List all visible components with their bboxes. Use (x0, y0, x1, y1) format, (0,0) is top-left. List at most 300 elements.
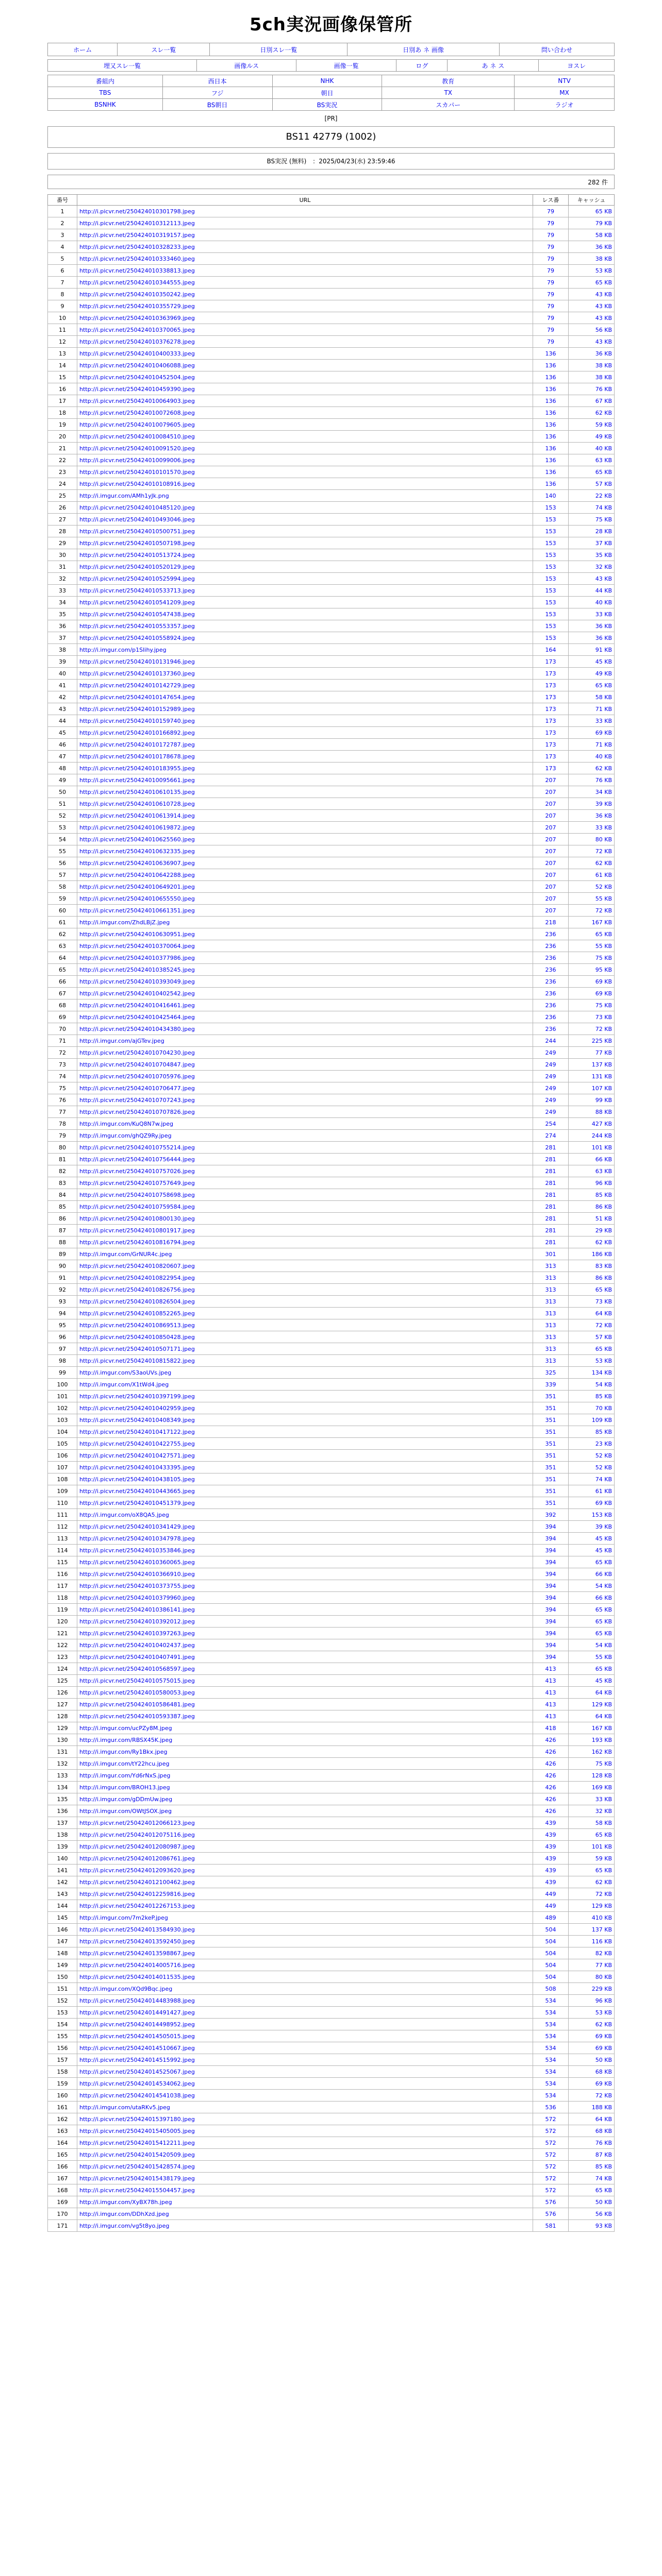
cache-size-link[interactable]: 80 KB (569, 834, 615, 845)
res-number-link[interactable]: 351 (533, 1414, 569, 1426)
cache-size-link[interactable]: 65 KB (569, 206, 615, 217)
cache-size-link[interactable]: 29 KB (569, 1225, 615, 1236)
res-number-link[interactable]: 136 (533, 360, 569, 371)
res-number-link[interactable]: 439 (533, 1817, 569, 1829)
image-url-link[interactable]: http://i.picvr.net/250424010756444.jpeg (79, 1156, 195, 1163)
image-url-link[interactable]: http://i.picvr.net/250424010630951.jpeg (79, 930, 195, 938)
image-url-link[interactable]: http://i.picvr.net/250424010344555.jpeg (79, 279, 195, 286)
res-number-link[interactable]: 426 (533, 1734, 569, 1746)
res-number-link[interactable]: 504 (533, 1971, 569, 1983)
res-number-link[interactable]: 534 (533, 2030, 569, 2042)
res-number-link[interactable]: 274 (533, 1130, 569, 1142)
cache-size-link[interactable]: 129 KB (569, 1900, 615, 1912)
cache-size-link[interactable]: 28 KB (569, 526, 615, 537)
image-url-link[interactable]: http://i.picvr.net/250424010301798.jpeg (79, 208, 195, 215)
cache-size-link[interactable]: 75 KB (569, 952, 615, 964)
image-url-link[interactable]: http://i.picvr.net/250424010706477.jpeg (79, 1084, 195, 1092)
res-number-link[interactable]: 394 (533, 1651, 569, 1663)
res-number-link[interactable]: 249 (533, 1047, 569, 1059)
channel-2-0-link[interactable]: BSNHK (94, 101, 116, 108)
image-url-link[interactable]: http://i.picvr.net/250424010757026.jpeg (79, 1167, 195, 1175)
image-url-link[interactable]: http://i.picvr.net/250424015428574.jpeg (79, 2163, 195, 2170)
res-number-link[interactable]: 572 (533, 2113, 569, 2125)
res-number-link[interactable]: 79 (533, 277, 569, 289)
res-number-link[interactable]: 572 (533, 2173, 569, 2184)
image-url-link[interactable]: http://i.imgur.com/ajGTev.jpeg (79, 1037, 164, 1044)
cache-size-link[interactable]: 55 KB (569, 893, 615, 905)
res-number-link[interactable]: 413 (533, 1675, 569, 1687)
image-url-link[interactable]: http://i.picvr.net/250424010397199.jpeg (79, 1393, 195, 1400)
image-url-link[interactable]: http://i.picvr.net/250424010459390.jpeg (79, 385, 195, 393)
channel-1-2-link[interactable]: 朝日 (321, 89, 334, 97)
cache-size-link[interactable]: 43 KB (569, 336, 615, 348)
cache-size-link[interactable]: 77 KB (569, 1959, 615, 1971)
image-url-link[interactable]: http://i.imgur.com/OWtJSOX.jpeg (79, 1807, 172, 1815)
image-url-link[interactable]: http://i.picvr.net/250424010407491.jpeg (79, 1653, 195, 1660)
cache-size-link[interactable]: 87 KB (569, 2149, 615, 2161)
res-number-link[interactable]: 207 (533, 798, 569, 810)
res-number-link[interactable]: 394 (533, 1521, 569, 1533)
image-url-link[interactable]: http://i.picvr.net/250424010397263.jpeg (79, 1630, 195, 1637)
cache-size-link[interactable]: 65 KB (569, 680, 615, 691)
cache-size-link[interactable]: 225 KB (569, 1035, 615, 1047)
res-number-link[interactable]: 394 (533, 1616, 569, 1628)
image-url-link[interactable]: http://i.picvr.net/250424010370064.jpeg (79, 942, 195, 950)
image-url-link[interactable]: http://i.picvr.net/250424010101570.jpeg (79, 468, 195, 476)
res-number-link[interactable]: 79 (533, 253, 569, 265)
cache-size-link[interactable]: 134 KB (569, 1367, 615, 1379)
res-number-link[interactable]: 449 (533, 1900, 569, 1912)
image-url-link[interactable]: http://i.picvr.net/250424010438105.jpeg (79, 1476, 195, 1483)
res-number-link[interactable]: 572 (533, 2125, 569, 2137)
res-number-link[interactable]: 439 (533, 1876, 569, 1888)
image-url-link[interactable]: http://i.picvr.net/250424010757649.jpeg (79, 1179, 195, 1187)
nav-mid-0-link[interactable]: 埋又スレ一覧 (104, 62, 141, 70)
image-url-link[interactable]: http://i.picvr.net/250424010642288.jpeg (79, 871, 195, 878)
image-url-link[interactable]: http://i.picvr.net/250424010373755.jpeg (79, 1582, 195, 1589)
nav-top-4-link[interactable]: 問い合わせ (541, 46, 572, 54)
image-url-link[interactable]: http://i.picvr.net/250424010707243.jpeg (79, 1096, 195, 1104)
image-url-link[interactable]: http://i.picvr.net/250424010131946.jpeg (79, 658, 195, 665)
res-number-link[interactable]: 394 (533, 1556, 569, 1568)
cache-size-link[interactable]: 58 KB (569, 229, 615, 241)
res-number-link[interactable]: 439 (533, 1829, 569, 1841)
nav-top-2-link[interactable]: 日別スレ一覧 (260, 46, 297, 54)
res-number-link[interactable]: 534 (533, 2066, 569, 2078)
image-url-link[interactable]: http://i.picvr.net/250424010152989.jpeg (79, 705, 195, 713)
cache-size-link[interactable]: 59 KB (569, 1853, 615, 1865)
cache-size-link[interactable]: 96 KB (569, 1177, 615, 1189)
cache-size-link[interactable]: 59 KB (569, 419, 615, 431)
res-number-link[interactable]: 207 (533, 893, 569, 905)
image-url-link[interactable]: http://i.imgur.com/Yd6rNxS.jpeg (79, 1772, 171, 1779)
image-url-link[interactable]: http://i.picvr.net/250424010400333.jpeg (79, 350, 195, 357)
res-number-link[interactable]: 394 (533, 1580, 569, 1592)
image-url-link[interactable]: http://i.picvr.net/250424010108916.jpeg (79, 480, 195, 487)
image-url-link[interactable]: http://i.picvr.net/250424014541038.jpeg (79, 2092, 195, 2099)
res-number-link[interactable]: 79 (533, 336, 569, 348)
cache-size-link[interactable]: 74 KB (569, 2173, 615, 2184)
cache-size-link[interactable]: 51 KB (569, 1213, 615, 1225)
cache-size-link[interactable]: 32 KB (569, 1805, 615, 1817)
res-number-link[interactable]: 173 (533, 656, 569, 668)
cache-size-link[interactable]: 69 KB (569, 2042, 615, 2054)
image-url-link[interactable]: http://i.picvr.net/250424010822954.jpeg (79, 1274, 195, 1281)
channel-1-0-link[interactable]: TBS (99, 89, 111, 96)
cache-size-link[interactable]: 107 KB (569, 1082, 615, 1094)
nav-top-1-link[interactable]: スレ一覧 (151, 46, 176, 54)
cache-size-link[interactable]: 65 KB (569, 1829, 615, 1841)
cache-size-link[interactable]: 62 KB (569, 407, 615, 419)
image-url-link[interactable]: http://i.picvr.net/250424010820607.jpeg (79, 1262, 195, 1269)
res-number-link[interactable]: 413 (533, 1687, 569, 1699)
res-number-link[interactable]: 572 (533, 2149, 569, 2161)
cache-size-link[interactable]: 45 KB (569, 1533, 615, 1545)
res-number-link[interactable]: 489 (533, 1912, 569, 1924)
res-number-link[interactable]: 173 (533, 691, 569, 703)
res-number-link[interactable]: 249 (533, 1071, 569, 1082)
channel-0-3-link[interactable]: 教育 (442, 77, 455, 85)
cache-size-link[interactable]: 53 KB (569, 265, 615, 277)
cache-size-link[interactable]: 58 KB (569, 1817, 615, 1829)
cache-size-link[interactable]: 37 KB (569, 537, 615, 549)
cache-size-link[interactable]: 73 KB (569, 1296, 615, 1308)
cache-size-link[interactable]: 75 KB (569, 1758, 615, 1770)
cache-size-link[interactable]: 71 KB (569, 739, 615, 751)
image-url-link[interactable]: http://i.picvr.net/250424010485120.jpeg (79, 504, 195, 511)
image-url-link[interactable]: http://i.picvr.net/250424010142729.jpeg (79, 682, 195, 689)
image-url-link[interactable]: http://i.picvr.net/250424010800130.jpeg (79, 1215, 195, 1222)
res-number-link[interactable]: 426 (533, 1782, 569, 1793)
image-url-link[interactable]: http://i.picvr.net/250424010500751.jpeg (79, 528, 195, 535)
image-url-link[interactable]: http://i.imgur.com/tY22hcu.jpeg (79, 1760, 170, 1767)
cache-size-link[interactable]: 33 KB (569, 1793, 615, 1805)
cache-size-link[interactable]: 22 KB (569, 490, 615, 502)
image-url-link[interactable]: http://i.picvr.net/250424014483988.jpeg (79, 1997, 195, 2004)
cache-size-link[interactable]: 33 KB (569, 715, 615, 727)
res-number-link[interactable]: 236 (533, 976, 569, 988)
cache-size-link[interactable]: 67 KB (569, 395, 615, 407)
res-number-link[interactable]: 79 (533, 289, 569, 300)
cache-size-link[interactable]: 57 KB (569, 1331, 615, 1343)
cache-size-link[interactable]: 99 KB (569, 1094, 615, 1106)
res-number-link[interactable]: 534 (533, 2078, 569, 2090)
cache-size-link[interactable]: 43 KB (569, 289, 615, 300)
image-url-link[interactable]: http://i.picvr.net/250424010610728.jpeg (79, 800, 195, 807)
cache-size-link[interactable]: 85 KB (569, 1426, 615, 1438)
image-url-link[interactable]: http://i.picvr.net/250424010183955.jpeg (79, 765, 195, 772)
image-url-link[interactable]: http://i.picvr.net/250424010406088.jpeg (79, 362, 195, 369)
cache-size-link[interactable]: 72 KB (569, 2090, 615, 2102)
image-url-link[interactable]: http://i.picvr.net/250424010610135.jpeg (79, 788, 195, 795)
image-url-link[interactable]: http://i.picvr.net/250424010507198.jpeg (79, 539, 195, 547)
image-url-link[interactable]: http://i.picvr.net/250424010705976.jpeg (79, 1073, 195, 1080)
res-number-link[interactable]: 313 (533, 1343, 569, 1355)
cache-size-link[interactable]: 65 KB (569, 1284, 615, 1296)
res-number-link[interactable]: 413 (533, 1699, 569, 1710)
cache-size-link[interactable]: 68 KB (569, 2125, 615, 2137)
res-number-link[interactable]: 173 (533, 762, 569, 774)
res-number-link[interactable]: 413 (533, 1663, 569, 1675)
nav-mid-2-link[interactable]: 画像一覧 (334, 62, 359, 70)
res-number-link[interactable]: 207 (533, 774, 569, 786)
res-number-link[interactable]: 534 (533, 2042, 569, 2054)
res-number-link[interactable]: 79 (533, 229, 569, 241)
res-number-link[interactable]: 392 (533, 1509, 569, 1521)
cache-size-link[interactable]: 131 KB (569, 1071, 615, 1082)
res-number-link[interactable]: 153 (533, 502, 569, 514)
image-url-link[interactable]: http://i.picvr.net/250424010433395.jpeg (79, 1464, 195, 1471)
res-number-link[interactable]: 426 (533, 1770, 569, 1782)
channel-0-1-link[interactable]: 西日本 (208, 77, 227, 85)
cache-size-link[interactable]: 75 KB (569, 999, 615, 1011)
cache-size-link[interactable]: 76 KB (569, 2137, 615, 2149)
image-url-link[interactable]: http://i.imgur.com/ZhdLBjZ.jpeg (79, 919, 170, 926)
res-number-link[interactable]: 236 (533, 988, 569, 999)
image-url-link[interactable]: http://i.picvr.net/250424010425464.jpeg (79, 1013, 195, 1021)
image-url-link[interactable]: http://i.imgur.com/RBSX45K.jpeg (79, 1736, 173, 1743)
channel-2-2-link[interactable]: BS実況 (317, 101, 338, 109)
res-number-link[interactable]: 394 (533, 1639, 569, 1651)
res-number-link[interactable]: 136 (533, 348, 569, 360)
image-url-link[interactable]: http://i.picvr.net/250424010417122.jpeg (79, 1428, 195, 1435)
res-number-link[interactable]: 534 (533, 2054, 569, 2066)
image-url-link[interactable]: http://i.imgur.com/ucPZy8M.jpeg (79, 1724, 172, 1732)
image-url-link[interactable]: http://i.picvr.net/250424010625560.jpeg (79, 836, 195, 843)
cache-size-link[interactable]: 36 KB (569, 810, 615, 822)
res-number-link[interactable]: 236 (533, 952, 569, 964)
image-url-link[interactable]: http://i.picvr.net/250424010568597.jpeg (79, 1665, 195, 1672)
cache-size-link[interactable]: 56 KB (569, 2208, 615, 2220)
image-url-link[interactable]: http://i.picvr.net/250424010586481.jpeg (79, 1701, 195, 1708)
nav-mid-4-link[interactable]: あ ネ ス (482, 62, 505, 70)
image-url-link[interactable]: http://i.picvr.net/250424010347978.jpeg (79, 1535, 195, 1542)
res-number-link[interactable]: 576 (533, 2208, 569, 2220)
cache-size-link[interactable]: 73 KB (569, 1011, 615, 1023)
image-url-link[interactable]: http://i.picvr.net/250424014525067.jpeg (79, 2068, 195, 2075)
res-number-link[interactable]: 249 (533, 1082, 569, 1094)
res-number-link[interactable]: 153 (533, 585, 569, 597)
image-url-link[interactable]: http://i.picvr.net/250424010852265.jpeg (79, 1310, 195, 1317)
cache-size-link[interactable]: 167 KB (569, 1722, 615, 1734)
cache-size-link[interactable]: 65 KB (569, 1343, 615, 1355)
res-number-link[interactable]: 207 (533, 822, 569, 834)
res-number-link[interactable]: 281 (533, 1177, 569, 1189)
res-number-link[interactable]: 173 (533, 727, 569, 739)
nav-top-3-link[interactable]: 日別あ ネ 画像 (403, 46, 444, 54)
res-number-link[interactable]: 313 (533, 1308, 569, 1319)
cache-size-link[interactable]: 71 KB (569, 703, 615, 715)
image-url-link[interactable]: http://i.picvr.net/250424010178678.jpeg (79, 753, 195, 760)
image-url-link[interactable]: http://i.imgur.com/oX8QA5.jpeg (79, 1511, 169, 1518)
cache-size-link[interactable]: 49 KB (569, 668, 615, 680)
cache-size-link[interactable]: 61 KB (569, 869, 615, 881)
cache-size-link[interactable]: 88 KB (569, 1106, 615, 1118)
cache-size-link[interactable]: 65 KB (569, 1556, 615, 1568)
image-url-link[interactable]: http://i.picvr.net/250424010801917.jpeg (79, 1227, 195, 1234)
image-url-link[interactable]: http://i.picvr.net/250424010704847.jpeg (79, 1061, 195, 1068)
cache-size-link[interactable]: 65 KB (569, 2184, 615, 2196)
channel-0-4-link[interactable]: NTV (558, 77, 571, 84)
res-number-link[interactable]: 576 (533, 2196, 569, 2208)
image-url-link[interactable]: http://i.picvr.net/250424010341429.jpeg (79, 1523, 195, 1530)
image-url-link[interactable]: http://i.picvr.net/250424010379960.jpeg (79, 1594, 195, 1601)
res-number-link[interactable]: 136 (533, 443, 569, 454)
res-number-link[interactable]: 281 (533, 1225, 569, 1236)
res-number-link[interactable]: 236 (533, 1023, 569, 1035)
res-number-link[interactable]: 207 (533, 905, 569, 917)
cache-size-link[interactable]: 96 KB (569, 1995, 615, 2007)
cache-size-link[interactable]: 66 KB (569, 1154, 615, 1165)
image-url-link[interactable]: http://i.picvr.net/250424010755214.jpeg (79, 1144, 195, 1151)
image-url-link[interactable]: http://i.picvr.net/250424010513724.jpeg (79, 551, 195, 558)
res-number-link[interactable]: 281 (533, 1213, 569, 1225)
image-url-link[interactable]: http://i.picvr.net/250424010392012.jpeg (79, 1618, 195, 1625)
cache-size-link[interactable]: 44 KB (569, 585, 615, 597)
cache-size-link[interactable]: 55 KB (569, 1651, 615, 1663)
image-url-link[interactable]: http://i.picvr.net/250424012080987.jpeg (79, 1843, 195, 1850)
res-number-link[interactable]: 249 (533, 1094, 569, 1106)
cache-size-link[interactable]: 64 KB (569, 1687, 615, 1699)
image-url-link[interactable]: http://i.picvr.net/250424010434380.jpeg (79, 1025, 195, 1032)
res-number-link[interactable]: 351 (533, 1450, 569, 1462)
cache-size-link[interactable]: 62 KB (569, 762, 615, 774)
image-url-link[interactable]: http://i.picvr.net/250424012075116.jpeg (79, 1831, 195, 1838)
cache-size-link[interactable]: 65 KB (569, 1604, 615, 1616)
res-number-link[interactable]: 281 (533, 1142, 569, 1154)
image-url-link[interactable]: http://i.imgur.com/XyBX78h.jpeg (79, 2198, 172, 2206)
cache-size-link[interactable]: 85 KB (569, 1391, 615, 1402)
cache-size-link[interactable]: 45 KB (569, 656, 615, 668)
res-number-link[interactable]: 153 (533, 573, 569, 585)
res-number-link[interactable]: 207 (533, 834, 569, 845)
image-url-link[interactable]: http://i.picvr.net/250424013584930.jpeg (79, 1926, 195, 1933)
cache-size-link[interactable]: 33 KB (569, 608, 615, 620)
cache-size-link[interactable]: 244 KB (569, 1130, 615, 1142)
cache-size-link[interactable]: 36 KB (569, 620, 615, 632)
cache-size-link[interactable]: 40 KB (569, 751, 615, 762)
cache-size-link[interactable]: 75 KB (569, 514, 615, 526)
res-number-link[interactable]: 136 (533, 431, 569, 443)
res-number-link[interactable]: 426 (533, 1758, 569, 1770)
image-url-link[interactable]: http://i.picvr.net/250424015405005.jpeg (79, 2127, 195, 2134)
image-url-link[interactable]: http://i.picvr.net/250424014011535.jpeg (79, 1973, 195, 1980)
image-url-link[interactable]: http://i.picvr.net/250424010084510.jpeg (79, 433, 195, 440)
cache-size-link[interactable]: 66 KB (569, 1592, 615, 1604)
cache-size-link[interactable]: 52 KB (569, 881, 615, 893)
cache-size-link[interactable]: 76 KB (569, 383, 615, 395)
res-number-link[interactable]: 351 (533, 1438, 569, 1450)
image-url-link[interactable]: http://i.picvr.net/250424014515992.jpeg (79, 2056, 195, 2063)
cache-size-link[interactable]: 63 KB (569, 454, 615, 466)
channel-0-0-link[interactable]: 番組内 (95, 77, 114, 85)
image-url-link[interactable]: http://i.picvr.net/250424010386141.jpeg (79, 1606, 195, 1613)
res-number-link[interactable]: 136 (533, 466, 569, 478)
cache-size-link[interactable]: 66 KB (569, 1568, 615, 1580)
nav-mid-1-link[interactable]: 画像ルス (234, 62, 259, 70)
image-url-link[interactable]: http://i.picvr.net/250424010451379.jpeg (79, 1499, 195, 1506)
cache-size-link[interactable]: 38 KB (569, 360, 615, 371)
channel-2-3-link[interactable]: スカパー (436, 101, 461, 109)
res-number-link[interactable]: 79 (533, 265, 569, 277)
image-url-link[interactable]: http://i.picvr.net/250424010166892.jpeg (79, 729, 195, 736)
res-number-link[interactable]: 439 (533, 1841, 569, 1853)
image-url-link[interactable]: http://i.picvr.net/250424013592450.jpeg (79, 1938, 195, 1945)
res-number-link[interactable]: 249 (533, 1106, 569, 1118)
res-number-link[interactable]: 153 (533, 620, 569, 632)
res-number-link[interactable]: 281 (533, 1201, 569, 1213)
image-url-link[interactable]: http://i.picvr.net/250424014005716.jpeg (79, 1961, 195, 1969)
cache-size-link[interactable]: 53 KB (569, 2007, 615, 2019)
image-url-link[interactable]: http://i.picvr.net/250424010095661.jpeg (79, 776, 195, 784)
image-url-link[interactable]: http://i.picvr.net/250424012086761.jpeg (79, 1855, 195, 1862)
image-url-link[interactable]: http://i.picvr.net/250424010064903.jpeg (79, 397, 195, 404)
image-url-link[interactable]: http://i.picvr.net/250424010333460.jpeg (79, 255, 195, 262)
cache-size-link[interactable]: 61 KB (569, 1485, 615, 1497)
res-number-link[interactable]: 236 (533, 940, 569, 952)
cache-size-link[interactable]: 40 KB (569, 597, 615, 608)
image-url-link[interactable]: http://i.picvr.net/250424015504457.jpeg (79, 2187, 195, 2194)
res-number-link[interactable]: 164 (533, 644, 569, 656)
res-number-link[interactable]: 254 (533, 1118, 569, 1130)
image-url-link[interactable]: http://i.picvr.net/250424015412211.jpeg (79, 2139, 195, 2146)
image-url-link[interactable]: http://i.picvr.net/250424010376278.jpeg (79, 338, 195, 345)
cache-size-link[interactable]: 137 KB (569, 1924, 615, 1936)
image-url-link[interactable]: http://i.picvr.net/250424010815822.jpeg (79, 1357, 195, 1364)
res-number-link[interactable]: 153 (533, 526, 569, 537)
cache-size-link[interactable]: 34 KB (569, 786, 615, 798)
res-number-link[interactable]: 534 (533, 1995, 569, 2007)
image-url-link[interactable]: http://i.picvr.net/250424010619872.jpeg (79, 824, 195, 831)
res-number-link[interactable]: 153 (533, 549, 569, 561)
res-number-link[interactable]: 394 (533, 1592, 569, 1604)
cache-size-link[interactable]: 64 KB (569, 1710, 615, 1722)
cache-size-link[interactable]: 69 KB (569, 988, 615, 999)
cache-size-link[interactable]: 193 KB (569, 1734, 615, 1746)
res-number-link[interactable]: 207 (533, 869, 569, 881)
image-url-link[interactable]: http://i.picvr.net/250424010661351.jpeg (79, 907, 195, 914)
res-number-link[interactable]: 504 (533, 1924, 569, 1936)
cache-size-link[interactable]: 427 KB (569, 1118, 615, 1130)
cache-size-link[interactable]: 169 KB (569, 1782, 615, 1793)
cache-size-link[interactable]: 65 KB (569, 277, 615, 289)
cache-size-link[interactable]: 69 KB (569, 727, 615, 739)
image-url-link[interactable]: http://i.imgur.com/DDhXzd.jpeg (79, 2210, 169, 2217)
cache-size-link[interactable]: 52 KB (569, 1462, 615, 1473)
cache-size-link[interactable]: 162 KB (569, 1746, 615, 1758)
cache-size-link[interactable]: 229 KB (569, 1983, 615, 1995)
cache-size-link[interactable]: 95 KB (569, 964, 615, 976)
image-url-link[interactable]: http://i.picvr.net/250424010353846.jpeg (79, 1547, 195, 1554)
res-number-link[interactable]: 313 (533, 1296, 569, 1308)
cache-size-link[interactable]: 43 KB (569, 573, 615, 585)
image-url-link[interactable]: http://i.picvr.net/250424010541209.jpeg (79, 599, 195, 606)
cache-size-link[interactable]: 63 KB (569, 1165, 615, 1177)
res-number-link[interactable]: 504 (533, 1959, 569, 1971)
image-url-link[interactable]: http://i.picvr.net/250424014498952.jpeg (79, 2021, 195, 2028)
cache-size-link[interactable]: 52 KB (569, 1450, 615, 1462)
cache-size-link[interactable]: 186 KB (569, 1248, 615, 1260)
res-number-link[interactable]: 351 (533, 1485, 569, 1497)
cache-size-link[interactable]: 65 KB (569, 1628, 615, 1639)
res-number-link[interactable]: 534 (533, 2090, 569, 2102)
cache-size-link[interactable]: 36 KB (569, 348, 615, 360)
image-url-link[interactable]: http://i.imgur.com/p1SIihy.jpeg (79, 646, 167, 653)
image-url-link[interactable]: http://i.picvr.net/250424010826504.jpeg (79, 1298, 195, 1305)
res-number-link[interactable]: 236 (533, 928, 569, 940)
nav-mid-5-link[interactable]: ヨスレ (567, 62, 586, 70)
res-number-link[interactable]: 173 (533, 751, 569, 762)
